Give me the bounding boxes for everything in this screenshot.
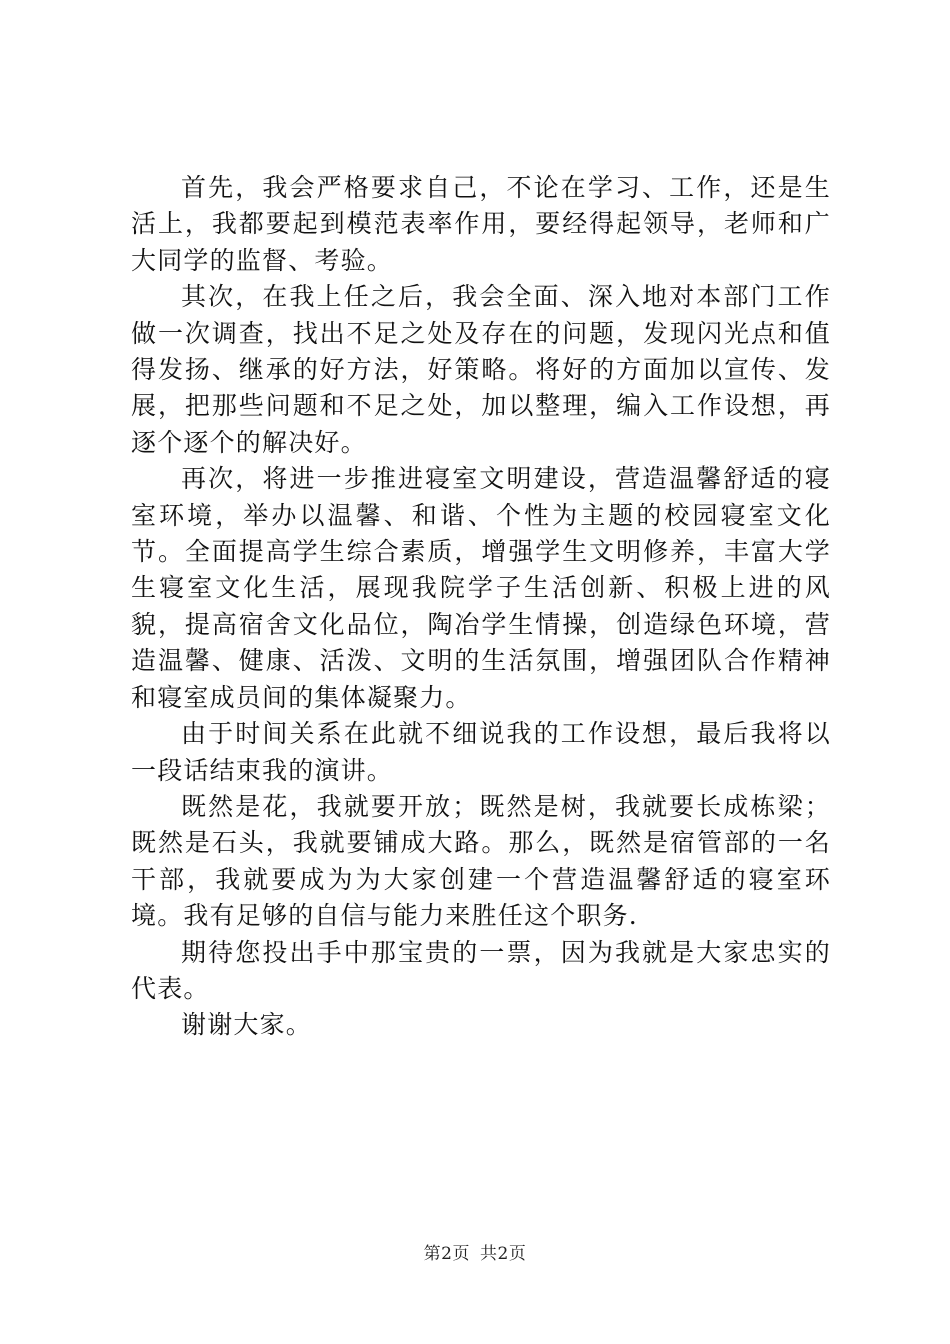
page-number-total: 共2页 <box>480 1244 527 1264</box>
paragraph-6: 期待您投出手中那宝贵的一票，因为我就是大家忠实的代表。 <box>131 937 831 1003</box>
page-number-current: 第2页 <box>423 1244 470 1264</box>
paragraph-7: 谢谢大家。 <box>181 1010 313 1040</box>
paragraph-4: 由于时间关系在此就不细说我的工作设想，最后我将以一段话结束我的演讲。 <box>131 719 831 785</box>
paragraph-2: 其次，在我上任之后，我会全面、深入地对本部门工作做一次调查，找出不足之处及存在的问题，发现闪光点和值得发扬、继承的好方法，好策略。将好的方面加以宣传、发展，把那些问题和不足之处，加以整理，编入工作设想，再逐个逐个的解决好。 <box>131 282 831 457</box>
paragraph-1: 首先，我会严格要求自己，不论在学习、工作，还是生活上，我都要起到模范表率作用，要经得起领导，老师和广大同学的监督、考验。 <box>131 173 831 275</box>
page-footer <box>0 1243 950 1265</box>
paragraph-3: 再次，将进一步推进寝室文明建设，营造温馨舒适的寝室环境，举办以温馨、和谐、个性为主题的校园寝室文化节。全面提高学生综合素质，增强学生文明修养，丰富大学生寝室文化生活，展现我院学子生活创新、积极上进的风貌，提高宿舍文化品位，陶冶学生情操，创造绿色环境，营造温馨、健康、活泼、文明的生活氛围，增强团队合作精神和寝室成员间的集体凝聚力。 <box>131 464 831 712</box>
document-body <box>131 170 831 1044</box>
paragraph-5: 既然是花，我就要开放；既然是树，我就要长成栋梁；既然是石头，我就要铺成大路。那么，既然是宿管部的一名干部，我就要成为为大家创建一个营造温馨舒适的寝室环境。我有足够的自信与能力来胜任这个职务. <box>131 791 831 931</box>
